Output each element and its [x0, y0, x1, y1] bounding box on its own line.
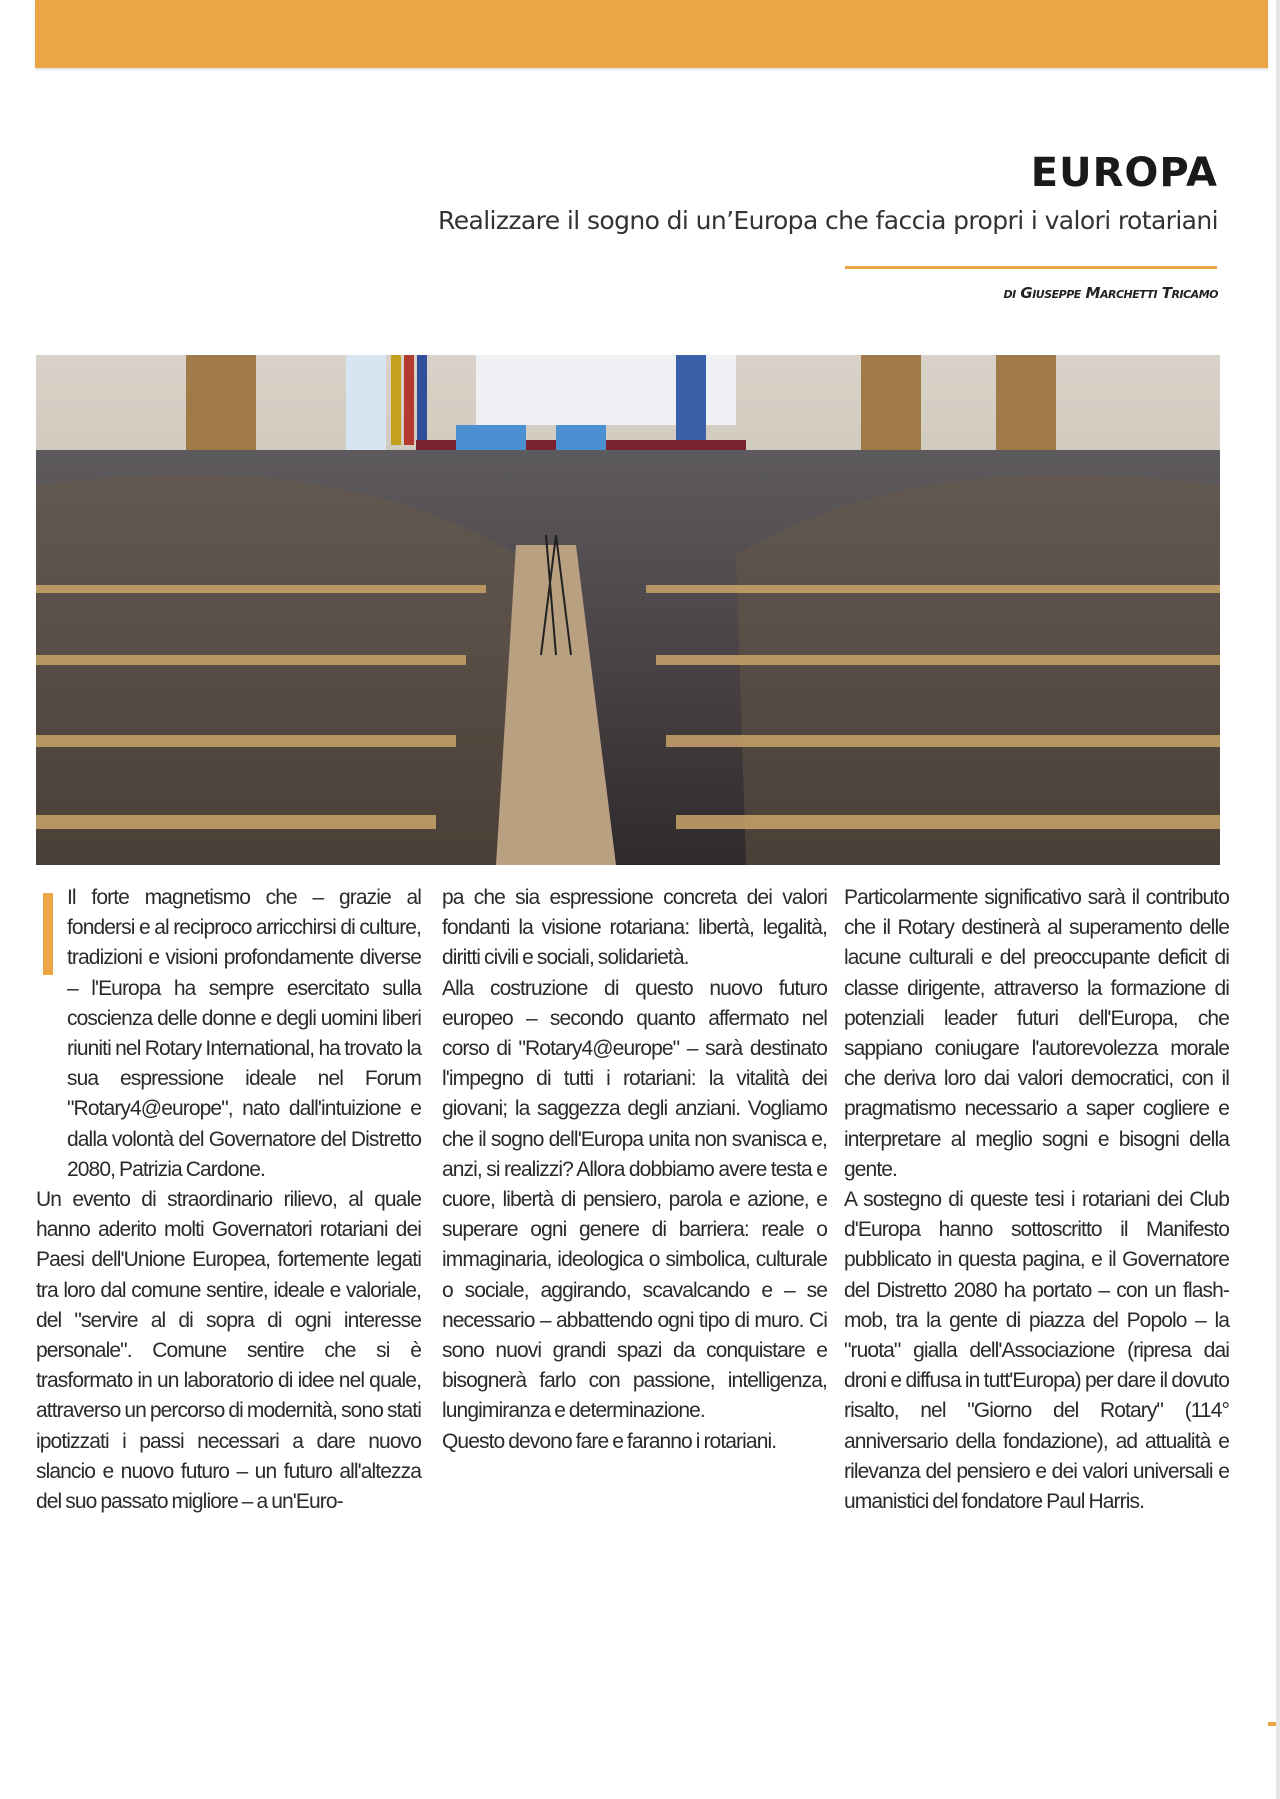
article-paragraph: Particolarmente significativo sarà il contributo che il Rotary destinerà al superamento delle lacune culturali e del preoccupante deficit di classe dirigente, attraverso la formazione di potenziali leader futuri dell'Europa, che sappiano coniugare l'autorevolezza morale che deriva loro dai valori democratici, con il pragmatismo necessario a saper cogliere e interpretare al meglio sogni e bisogni della gente.	[844, 886, 1229, 1181]
article-column-1	[36, 883, 421, 1517]
article-body	[36, 883, 1229, 1703]
auditorium-photo-illustration	[36, 355, 1220, 865]
byline: di Giuseppe Marchetti Tricamo	[1003, 284, 1218, 302]
article-photo	[36, 355, 1220, 865]
article-paragraph: pa che sia espressione concreta dei valori fondanti la visione rotariana: libertà, legalità, diritti civili e sociali, solidarietà.	[442, 886, 827, 970]
article-subtitle: Realizzare il sogno di un’Europa che faccia propri i valori rotariani	[438, 206, 1218, 235]
dropcap-accent	[43, 893, 53, 975]
page-edge-divider	[1276, 0, 1280, 1799]
article-column-2	[442, 883, 827, 1457]
byline-divider	[845, 266, 1217, 269]
page-marker	[1268, 1722, 1276, 1726]
article-paragraph: Questo devono fare e faranno i rotariani.	[442, 1429, 777, 1453]
article-paragraph: Un evento di straordinario rilievo, al quale hanno aderito molti Governatori rotariani dei Paesi dell'Unione Europea, fortemente legati tra loro dal comune sentire, ideale e valoriale, del "servire al di sopra di ogni interesse personale". Comune sentire che si è trasformato in un laboratorio di idee nel quale, attraverso un percorso di modernità, sono stati ipotizzati i passi necessari a dare nuovo slancio e nuovo futuro – un futuro all'altezza del suo passato migliore – a un'Euro-	[36, 1188, 421, 1514]
header-band	[35, 0, 1268, 68]
section-title: EUROPA	[1030, 150, 1218, 196]
article-column-3	[844, 883, 1229, 1517]
article-paragraph: A sostegno di queste tesi i rotariani dei Club d'Europa hanno sottoscritto il Manifesto pubblicato in questa pagina, e il Governatore del Distretto 2080 ha portato – con un flash-mob, tra la gente di piazza del Popolo – la "ruota" gialla dell'Associazione (ripresa dai droni e diffusa in tutt'Europa) per dare il dovuto risalto, nel "Giorno del Rotary" (114° anniversario della fondazione), ad attualità e rilevanza del pensiero e dei valori universali e umanistici del fondatore Paul Harris.	[844, 1188, 1229, 1514]
article-paragraph: Il forte magnetismo che – grazie al fondersi e al reciproco arricchirsi di culture, tradizioni e visioni profondamente diverse – l'Europa ha sempre esercitato sulla coscienza delle donne e degli uomini liberi riuniti nel Rotary International, ha trovato la sua espressione ideale nel Forum "Rotary4@europe", nato dall'intuizione e dalla volontà del Governatore del Distretto 2080, Patrizia Cardone.	[67, 886, 421, 1181]
article-paragraph: Alla costruzione di questo nuovo futuro europeo – secondo quanto affermato nel corso di "Rotary4@europe" – sarà destinato l'impegno di tutti i rotariani: la vitalità dei giovani; la saggezza degli anziani. Vogliamo che il sogno dell'Europa unita non svanisca e, anzi, si realizzi? Allora dobbiamo avere testa e cuore, libertà di pensiero, parola e azione, e superare ogni genere di barriera: reale o immaginaria, ideologica o simbolica, culturale o sociale, aggirando, scavalcando e – se necessario – abbattendo ogni tipo di muro. Ci sono nuovi grandi spazi da conquistare e bisognerà farlo con passione, intelligenza, lungimiranza e determinazione.	[442, 976, 827, 1423]
